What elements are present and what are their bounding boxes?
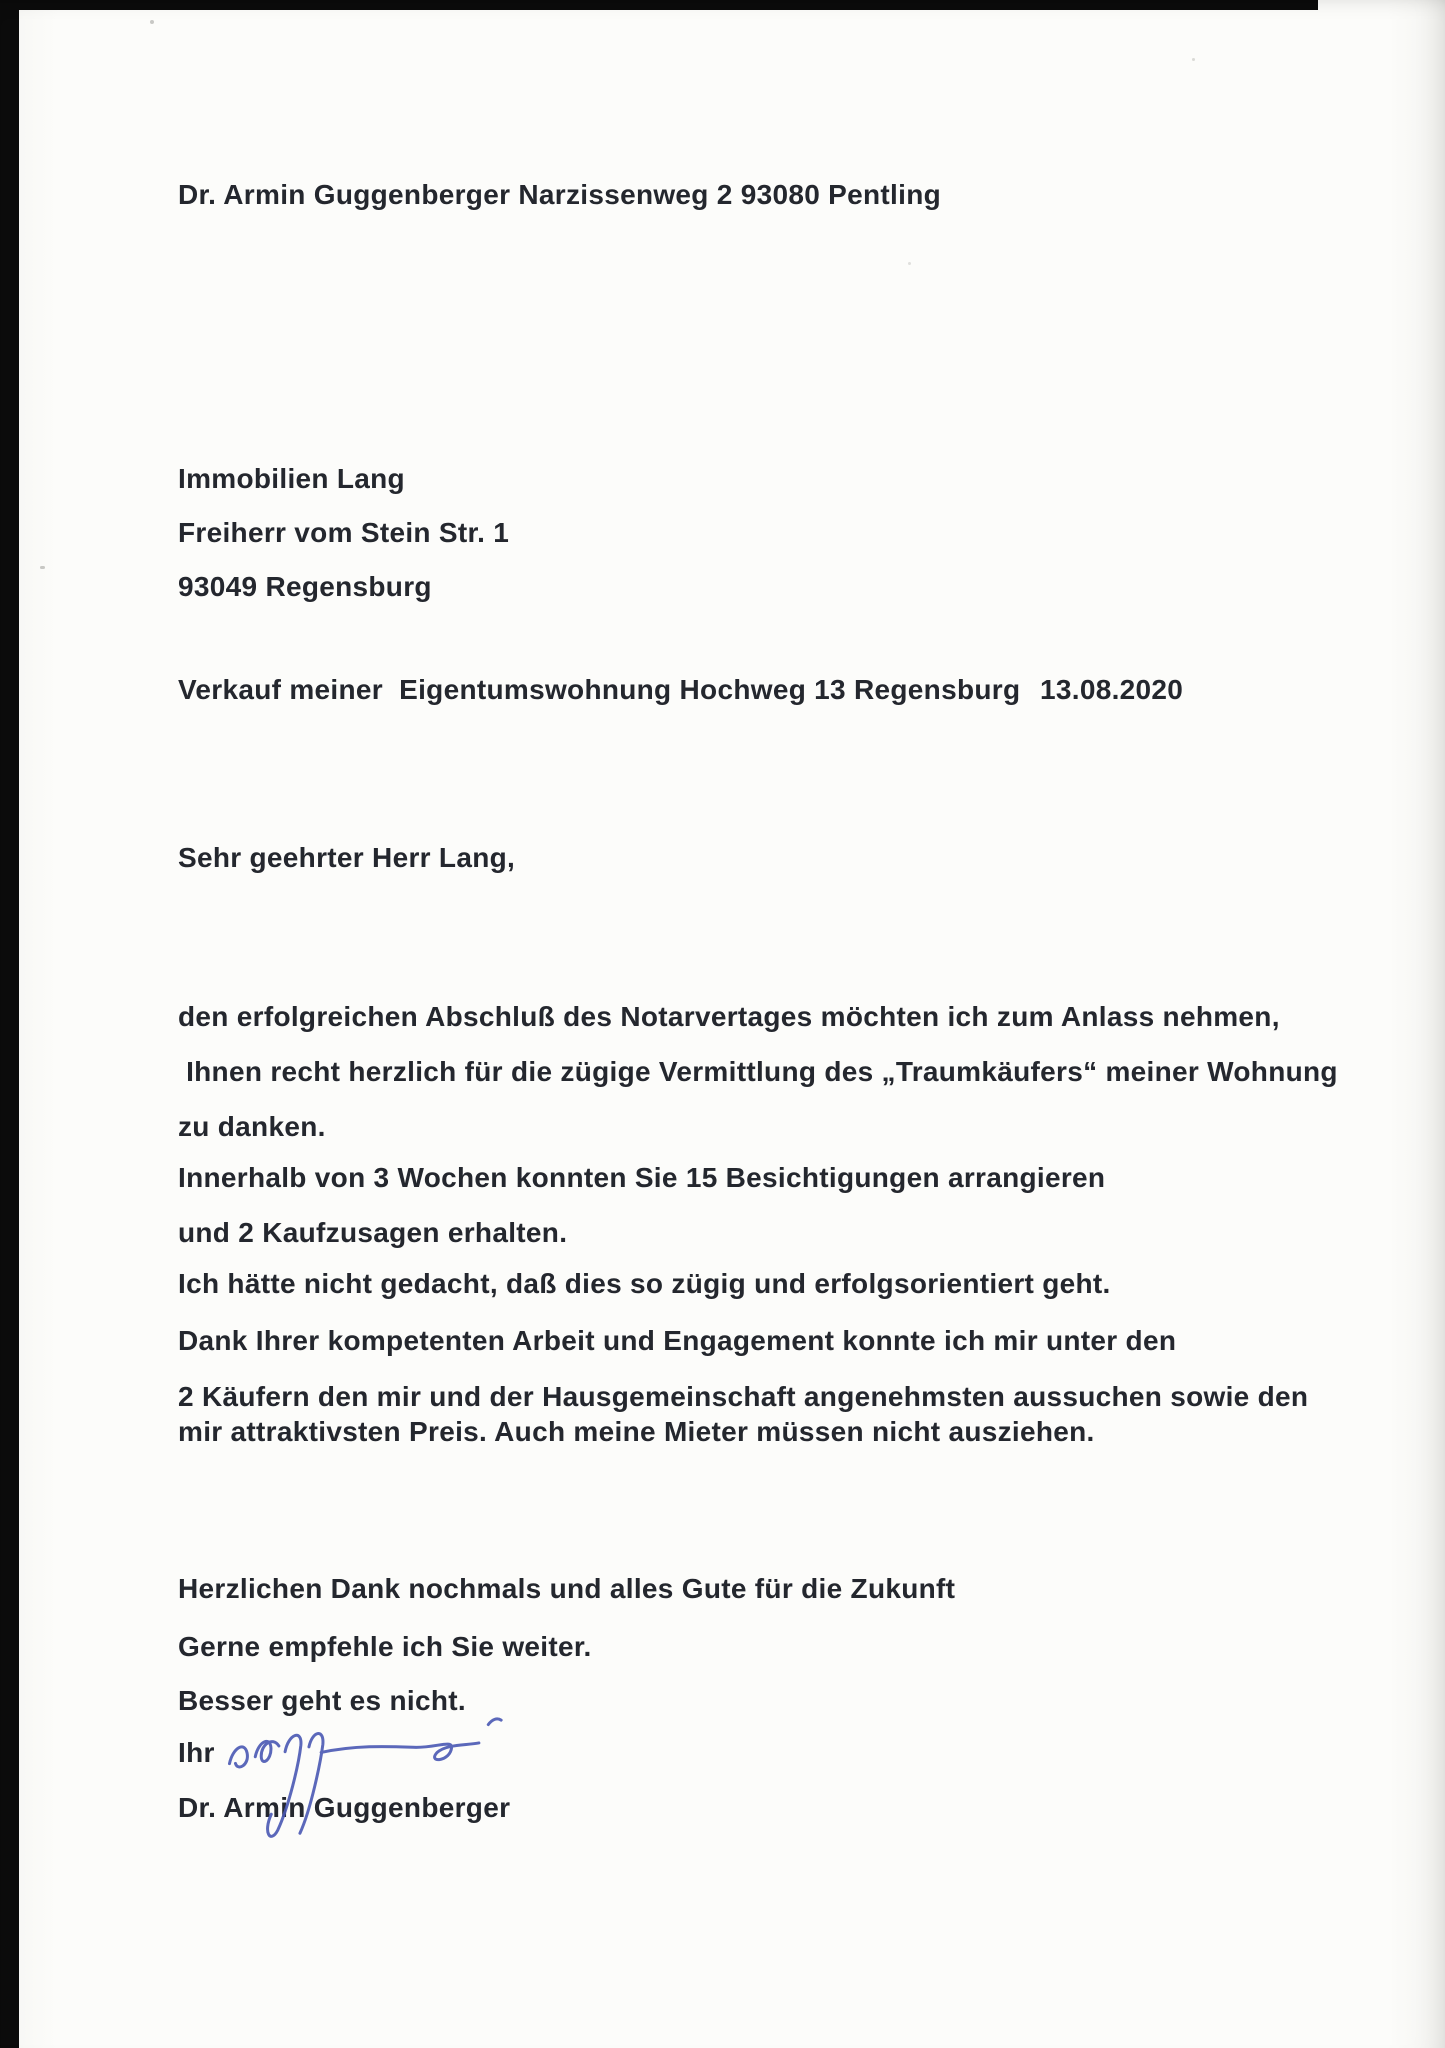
body-line: den erfolgreichen Abschluß des Notarvertages möchten ich zum Anlass nehmen,: [178, 1001, 1280, 1032]
closing-line: Herzlichen Dank nochmals und alles Gute für die Zukunft: [178, 1573, 956, 1604]
body-line: Innerhalb von 3 Wochen konnten Sie 15 Besichtigungen arrangieren: [178, 1162, 1106, 1193]
scan-edge-top-artifact: [0, 0, 1318, 10]
recipient-line: Freiherr vom Stein Str. 1: [178, 517, 510, 548]
recipient-line: 93049 Regensburg: [178, 571, 432, 602]
body-line: Dank Ihrer kompetenten Arbeit und Engagement konnte ich mir unter den: [178, 1325, 1177, 1356]
recipient-line: Immobilien Lang: [178, 463, 405, 494]
salutation: Sehr geehrter Herr Lang,: [178, 842, 516, 873]
signature-name: Dr. Armin Guggenberger: [178, 1792, 511, 1823]
handwritten-signature: [220, 1700, 565, 1852]
subject-line: Verkauf meiner Eigentumswohnung Hochweg 13 Regensburg: [178, 674, 1021, 705]
body-line: Ich hätte nicht gedacht, daß dies so zügig und erfolgsorientiert geht.: [178, 1268, 1111, 1299]
scan-edge-left-artifact: [0, 0, 19, 2048]
body-line: 2 Käufern den mir und der Hausgemeinschaft angenehmsten aussuchen sowie den: [178, 1381, 1309, 1412]
body-line: zu danken.: [178, 1111, 326, 1142]
body-line: mir attraktivsten Preis. Auch meine Mieter müssen nicht ausziehen.: [178, 1416, 1095, 1447]
letter-date: 13.08.2020: [1040, 674, 1184, 705]
valediction: Ihr: [178, 1737, 215, 1768]
sender-line: Dr. Armin Guggenberger Narzissenweg 2 93080 Pentling: [178, 179, 942, 210]
body-line: Ihnen recht herzlich für die zügige Vermittlung des „Traumkäufers“ meiner Wohnung: [178, 1056, 1338, 1087]
closing-line: Gerne empfehle ich Sie weiter.: [178, 1631, 592, 1662]
closing-line: Besser geht es nicht.: [178, 1685, 466, 1716]
scan-speck: [40, 566, 45, 569]
scan-speck: [1192, 58, 1195, 61]
body-line: und 2 Kaufzusagen erhalten.: [178, 1217, 568, 1248]
scan-speck: [908, 262, 911, 265]
scan-speck: [150, 20, 154, 24]
